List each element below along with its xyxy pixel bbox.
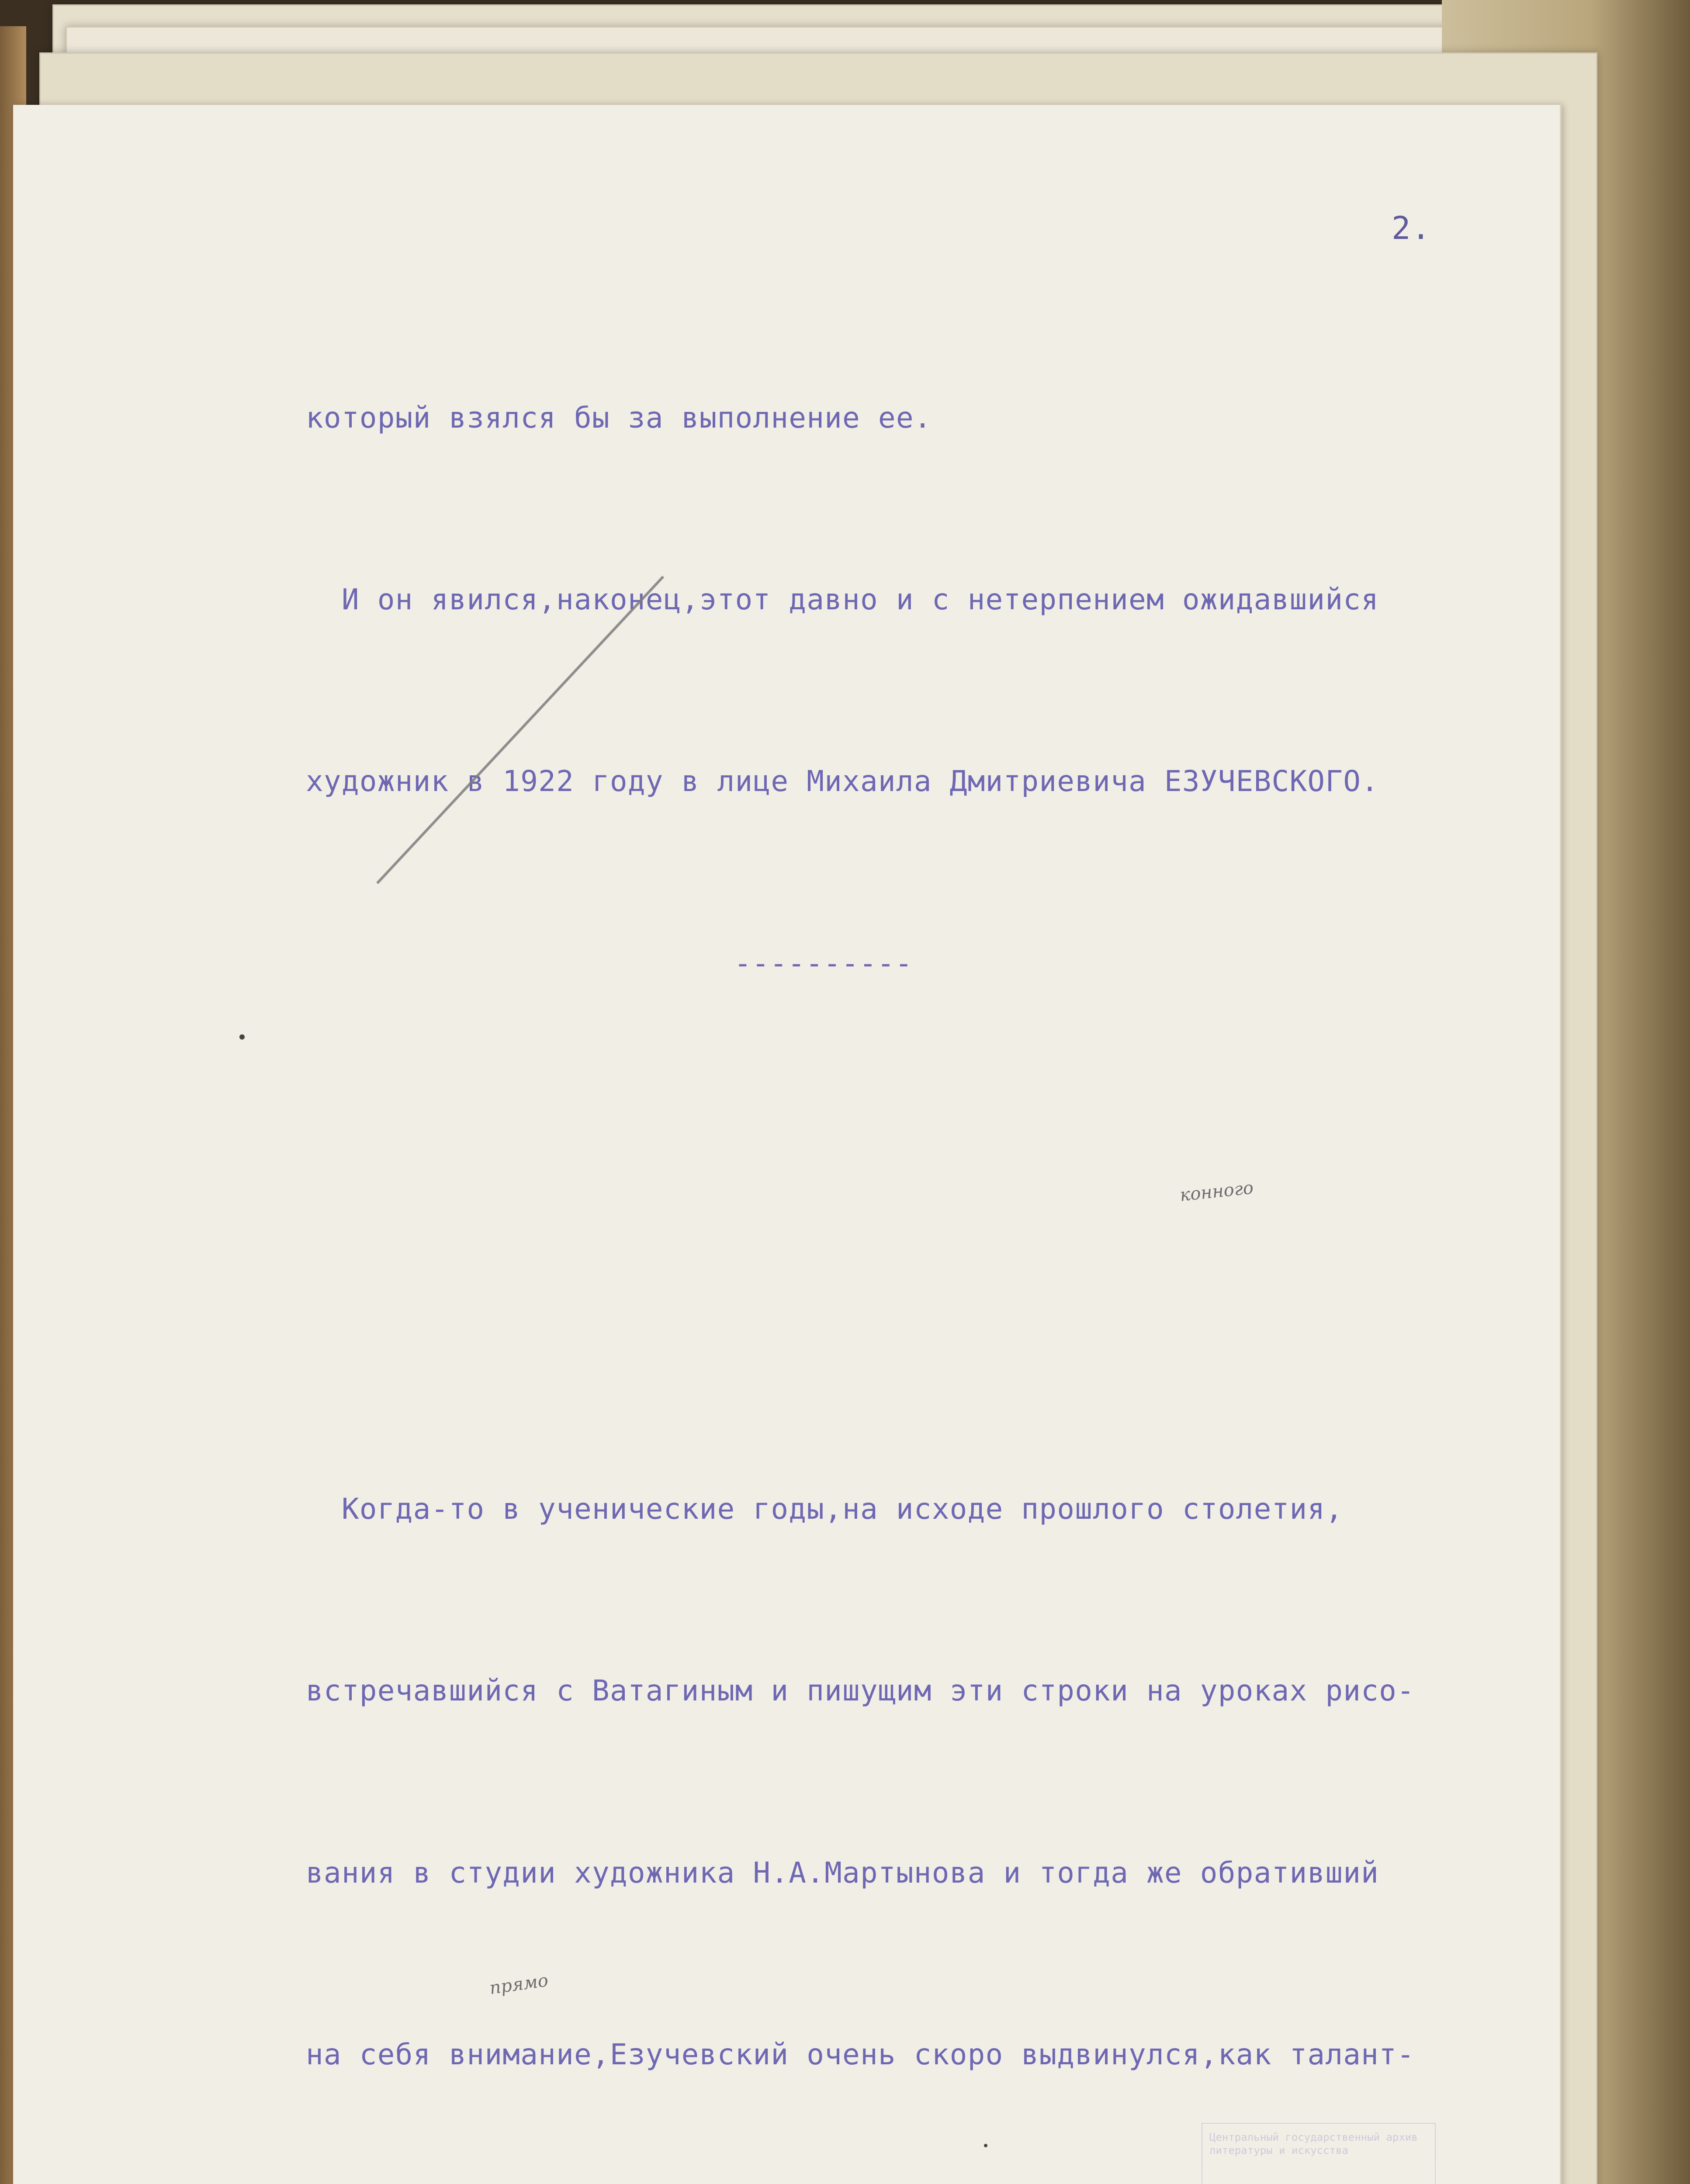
page-number: 2. bbox=[1392, 210, 1431, 246]
blank-line bbox=[306, 1115, 1538, 1176]
ink-speck bbox=[239, 1034, 245, 1040]
text-line: И он явился,наконец,этот давно и с нетерпением ожидавшийся bbox=[306, 582, 1379, 616]
section-divider: ---------- bbox=[734, 946, 913, 980]
text-line: Когда-то в ученические годы,на исходе прошлого столетия, bbox=[306, 1492, 1344, 1526]
text-line: встречавшийся с Ватагиным и пишущим эти строки на уроках рисо- bbox=[306, 1674, 1415, 1708]
handwritten-correction: конного bbox=[1179, 1178, 1254, 1206]
text-line: вания в студии художника Н.А.Мартынова и тогда же обративший bbox=[306, 1856, 1379, 1890]
archive-stamp: Центральный государственный архив литературы и искусства bbox=[1202, 2123, 1436, 2184]
blank-line bbox=[306, 1297, 1538, 1358]
handwritten-correction: прямо bbox=[488, 1970, 550, 1999]
typed-text-body bbox=[306, 266, 1538, 2184]
text-line: который взялся бы за выполнение ее. bbox=[306, 401, 932, 435]
text-line: на себя внимание,Езучевский очень скоро выдвинулся,как талант- bbox=[306, 2038, 1415, 2072]
text-line: художник в 1922 году в лице Михаила Дмитриевича ЕЗУЧЕВСКОГО. bbox=[306, 764, 1379, 798]
ink-speck bbox=[984, 2144, 987, 2147]
